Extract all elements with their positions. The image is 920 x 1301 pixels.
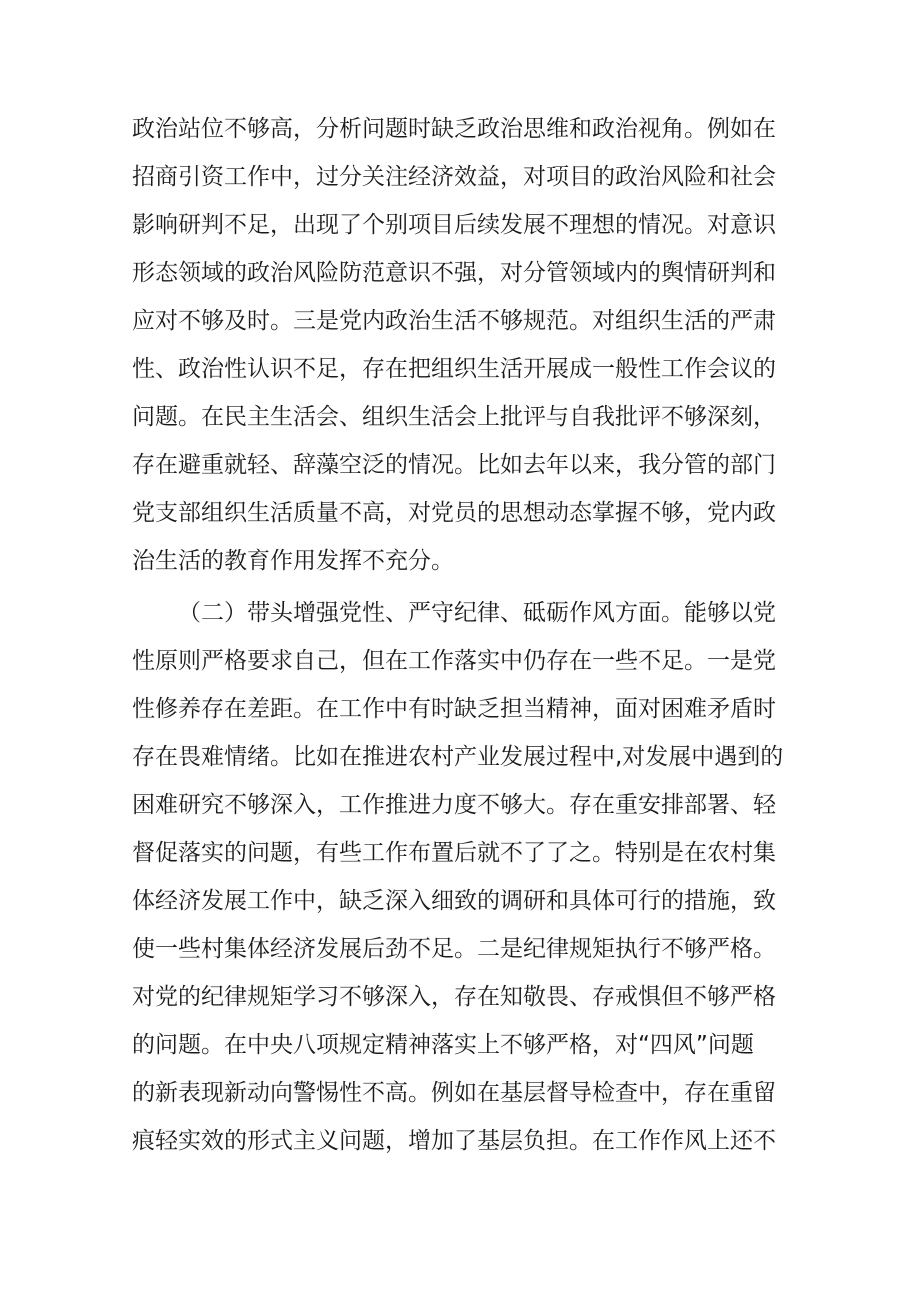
text-line: 的问题。在中央八项规定精神落实上不够严格，对“四风”问题: [132, 1032, 754, 1058]
text-line: 性修养存在差距。在工作中有时缺乏担当精神，面对困难矛盾时: [132, 696, 776, 722]
text-line: 困难研究不够深入，工作推进力度不够大。存在重安排部署、轻: [132, 792, 776, 818]
text-line: 招商引资工作中，过分关注经济效益，对项目的政治风险和社会: [132, 164, 776, 190]
text-line: 存在避重就轻、辞藻空泛的情况。比如去年以来，我分管的部门: [132, 452, 776, 478]
text-line: 党支部组织生活质量不高，对党员的思想动态掌握不够，党内政: [132, 500, 776, 526]
text-line: 应对不够及时。三是党内政治生活不够规范。对组织生活的严肃: [132, 308, 776, 334]
text-line: 问题。在民主生活会、组织生活会上批评与自我批评不够深刻，: [132, 404, 776, 430]
text-line: 影响研判不足，出现了个别项目后续发展不理想的情况。对意识: [132, 212, 776, 238]
text-line: 存在畏难情绪。比如在推进农村产业发展过程中,对发展中遇到的: [132, 744, 784, 770]
text-line: 痕轻实效的形式主义问题，增加了基层负担。在工作作风上还不: [132, 1128, 776, 1154]
text-line: 体经济发展工作中，缺乏深入细致的调研和具体可行的措施，致: [132, 888, 776, 914]
text-line: 性原则严格要求自己，但在工作落实中仍存在一些不足。一是党: [132, 648, 776, 674]
text-line: 使一些村集体经济发展后劲不足。二是纪律规矩执行不够严格。: [132, 936, 776, 962]
text-line: 政治站位不够高，分析问题时缺乏政治思维和政治视角。例如在: [132, 116, 776, 142]
text-line: 督促落实的问题，有些工作布置后就不了了之。特别是在农村集: [132, 840, 776, 866]
section-heading-line: （二）带头增强党性、严守纪律、砥砺作风方面。能够以党: [178, 600, 776, 626]
text-line: 治生活的教育作用发挥不充分。: [132, 548, 454, 574]
text-line: 性、政治性认识不足，存在把组织生活开展成一般性工作会议的: [132, 356, 776, 382]
text-line: 形态领域的政治风险防范意识不强，对分管领域内的舆情研判和: [132, 260, 776, 286]
text-line: 的新表现新动向警惕性不高。例如在基层督导检查中，存在重留: [132, 1080, 776, 1106]
text-line: 对党的纪律规矩学习不够深入，存在知敬畏、存戒惧但不够严格: [132, 984, 776, 1010]
